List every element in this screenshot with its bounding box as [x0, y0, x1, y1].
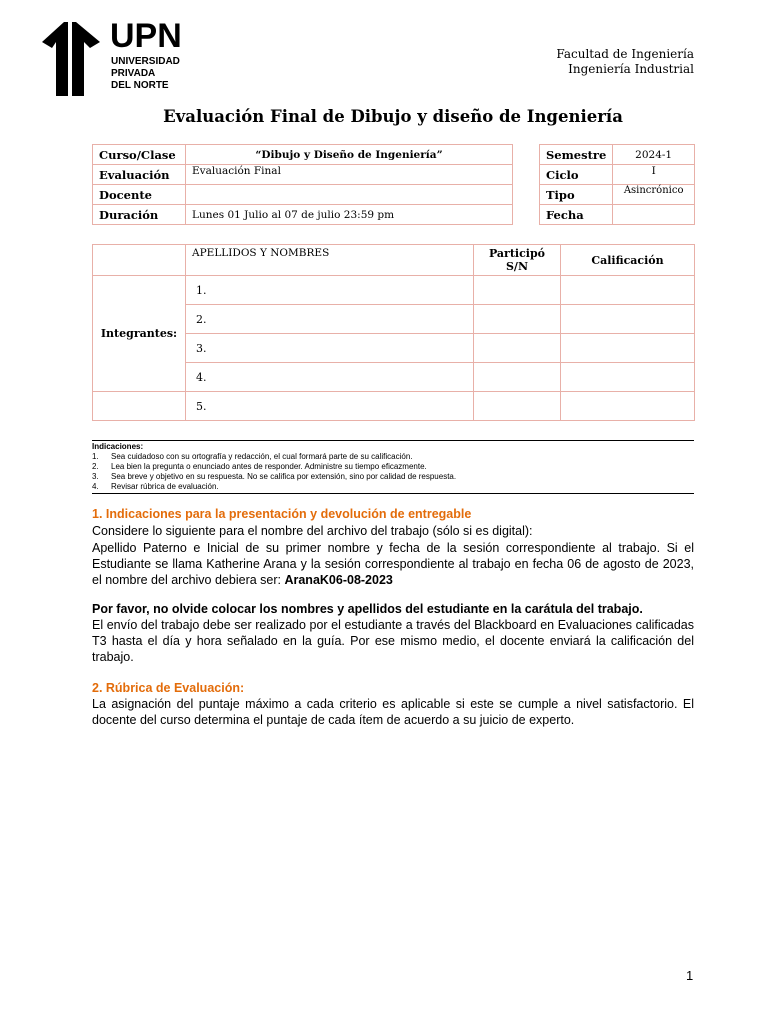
grade-cell — [561, 276, 695, 305]
faculty-name: Facultad de Ingeniería — [556, 47, 694, 61]
course-label: Curso/Clase — [93, 145, 186, 165]
participated-cell — [474, 392, 561, 421]
teacher-value — [186, 185, 513, 205]
section-1-heading: 1. Indicaciones para la presentación y devolución de entregable — [92, 507, 472, 521]
member-row: 5. — [186, 392, 474, 421]
page-number: 1 — [686, 968, 694, 983]
course-info-table — [92, 144, 513, 225]
faculty-header — [556, 47, 694, 77]
type-value: Asincrónico — [613, 185, 695, 205]
semester-value: 2024-1 — [613, 145, 695, 165]
member-row: 4. — [186, 363, 474, 392]
indications-title: Indicaciones: — [92, 442, 144, 451]
duration-label: Duración — [93, 205, 186, 225]
indications-box — [92, 440, 694, 494]
member-row: 3. — [186, 334, 474, 363]
cycle-label: Ciclo — [540, 165, 613, 185]
logo-subtitle: UNIVERSIDAD PRIVADA DEL NORTE — [111, 56, 180, 91]
document-title: Evaluación Final de Dibujo y diseño de Ingeniería — [163, 107, 623, 126]
indication-item: 3. Sea breve y objetivo en su respuesta. No se califica por extensión, sino por calidad de respuesta. — [92, 472, 457, 481]
section-1-intro: Considere lo siguiente para el nombre del archivo del trabajo (sólo si es digital): — [92, 524, 533, 538]
indication-item: 4. Revisar rúbrica de evaluación. — [92, 482, 219, 491]
type-label: Tipo — [540, 185, 613, 205]
grade-column-header: Calificación — [561, 245, 695, 276]
duration-value: Lunes 01 Julio al 07 de julio 23:59 pm — [186, 205, 513, 225]
date-value — [613, 205, 695, 225]
section-2-paragraph: La asignación del puntaje máximo a cada criterio es aplicable si este se cumple a nivel satisfactorio. El docente del curso determina el puntaje de cada ítem de acuerdo a su juicio de experto. — [92, 697, 694, 727]
grade-cell — [561, 363, 695, 392]
grade-cell — [561, 305, 695, 334]
logo-wordmark: UPN — [110, 17, 182, 55]
section-1-note: Por favor, no olvide colocar los nombres y apellidos del estudiante en la carátula del trabajo. — [92, 602, 643, 616]
section-1-submission: El envío del trabajo debe ser realizado por el estudiante a través del Blackboard en Evaluaciones calificadas T3 hasta el día y hora señalado en la guía. Por ese mismo medio, el docente enviará la calificación del trabajo. — [92, 618, 694, 664]
section-2-heading: 2. Rúbrica de Evaluación: — [92, 681, 245, 695]
members-corner-cell — [93, 245, 186, 276]
section-1-paragraph: Apellido Paterno e Inicial de su primer nombre y fecha de la sesión correspondiente al trabajo. Si el Estudiante se llama Katherine Arana y la sesión correspondiente al trabajo en fecha 06 de agosto de 2023, el nombre del archivo debiera ser: AranaK06-08-2023 — [92, 541, 694, 587]
participated-cell — [474, 334, 561, 363]
members-table — [92, 244, 695, 421]
grade-cell — [561, 334, 695, 363]
indication-item: 2. Lea bien la pregunta o enunciado antes de responder. Administre su tiempo eficazmente. — [92, 462, 427, 471]
participated-cell — [474, 276, 561, 305]
participated-cell — [474, 305, 561, 334]
example-filename: AranaK06-08-2023 — [284, 573, 393, 587]
grade-cell — [561, 392, 695, 421]
participated-column-header: Participó S/N — [474, 245, 561, 276]
members-row-label: Integrantes: — [93, 276, 186, 392]
members-empty-cell — [93, 392, 186, 421]
evaluation-value: Evaluación Final — [186, 165, 513, 185]
participated-cell — [474, 363, 561, 392]
indication-item: 1. Sea cuidadoso con su ortografía y redacción, el cual formará parte de su calificación. — [92, 452, 413, 461]
term-info-table — [539, 144, 695, 225]
names-column-header: APELLIDOS Y NOMBRES — [186, 245, 474, 276]
member-row: 1. — [186, 276, 474, 305]
cycle-value: I — [613, 165, 695, 185]
date-label: Fecha — [540, 205, 613, 225]
semester-label: Semestre — [540, 145, 613, 165]
course-value: “Dibujo y Diseño de Ingeniería” — [186, 145, 513, 165]
teacher-label: Docente — [93, 185, 186, 205]
evaluation-label: Evaluación — [93, 165, 186, 185]
program-name: Ingeniería Industrial — [568, 62, 694, 76]
member-row: 2. — [186, 305, 474, 334]
